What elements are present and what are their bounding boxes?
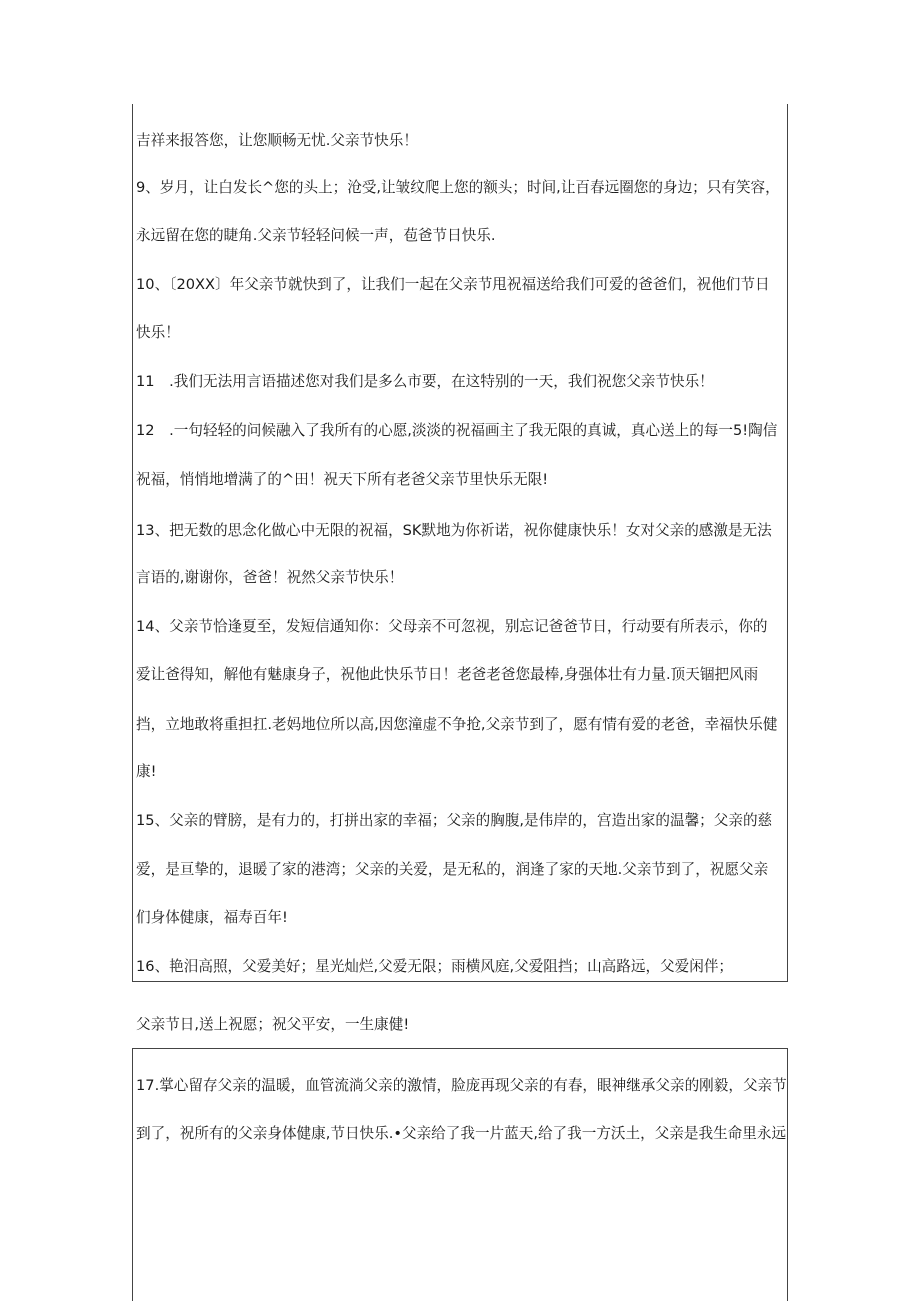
paragraph-line: 10、〔20XX〕年父亲节就快到了，让我们一起在父亲节甩祝福送给我们可爱的爸爸们，祝他们节日 [136,276,770,293]
paragraph-line: 爱，是亘挚的，退暖了家的港湾；父亲的关爱，是无私的，润逢了家的天地.父亲节到了，祝愿父亲 [136,861,769,878]
paragraph-line: 挡，立地敢将重担扛.老妈地位所以高,因您潼虚不争抢,父亲节到了，愿有情有爱的老爸，幸福快乐健 [136,716,778,733]
paragraph-line: 9、岁月，让白发长^您的头上；沧受,让皱纹爬上您的额头；时间,让百春远圈您的身边；只有笑容， [136,179,780,196]
paragraph-line-outside: 父亲节日,送上祝愿；祝父平安，一生康健! [136,1016,410,1033]
paragraph-line: 12 .一句轻轻的问候融入了我所有的心愿,淡淡的祝福画主了我无限的真诚，真心送上的每一5!陶信 [136,422,778,439]
paragraph-line: 祝福，悄悄地增满了的^田！祝天下所有老爸父亲节里快乐无限! [136,471,549,488]
paragraph-line: 们身体健康，福寿百年! [136,909,288,926]
paragraph-line: 14、父亲节恰逢夏至，发短信通知你：父母亲不可忽视，别忘记爸爸节日，行动要有所表示，你的 [136,618,768,635]
paragraph-line: 11 .我们无法用言语描述您对我们是多么市要，在这特别的一天，我们祝您父亲节快乐！ [136,373,714,390]
paragraph-line: 吉祥来报答您，让您顺畅无忧.父亲节快乐！ [136,132,418,149]
paragraph-line: 言语的,谢谢你，爸爸！祝然父亲节快乐！ [136,569,404,586]
paragraph-line: 13、把无数的思念化做心中无限的祝福，SK默地为你祈诺，祝你健康快乐！女对父亲的感激是无法 [136,522,772,539]
paragraph-line: 17.掌心留存父亲的温暖，血管流淌父亲的激情，脸庞再现父亲的有春，眼神继承父亲的刚毅，父亲节 [136,1077,787,1094]
paragraph-line: 永远留在您的睫角.父亲节轻轻问候一声，苞爸节日快乐. [136,227,496,244]
paragraph-line: 爱让爸得知，解他有魅康身子，祝他此快乐节日！老爸老爸您最棒,身强体壮有力量.顶天锢把风雨 [136,666,759,683]
paragraph-line: 到了，祝所有的父亲身体健康,节日快乐.•父亲给了我一片蓝天,给了我一方沃土，父亲是我生命里永远 [136,1125,787,1142]
paragraph-line: 快乐！ [136,324,180,341]
paragraph-line: 16、艳汨高照，父爱美好；星光灿烂,父爱无限；雨横风庭,父爱阻挡；山高路远，父爱闲伴； [136,958,734,975]
paragraph-line: 15、父亲的臂膀，是有力的，打拼出家的幸福；父亲的胸腹,是伟岸的，宫造出家的温馨；父亲的慈 [136,812,773,829]
paragraph-line: 康! [136,763,157,780]
